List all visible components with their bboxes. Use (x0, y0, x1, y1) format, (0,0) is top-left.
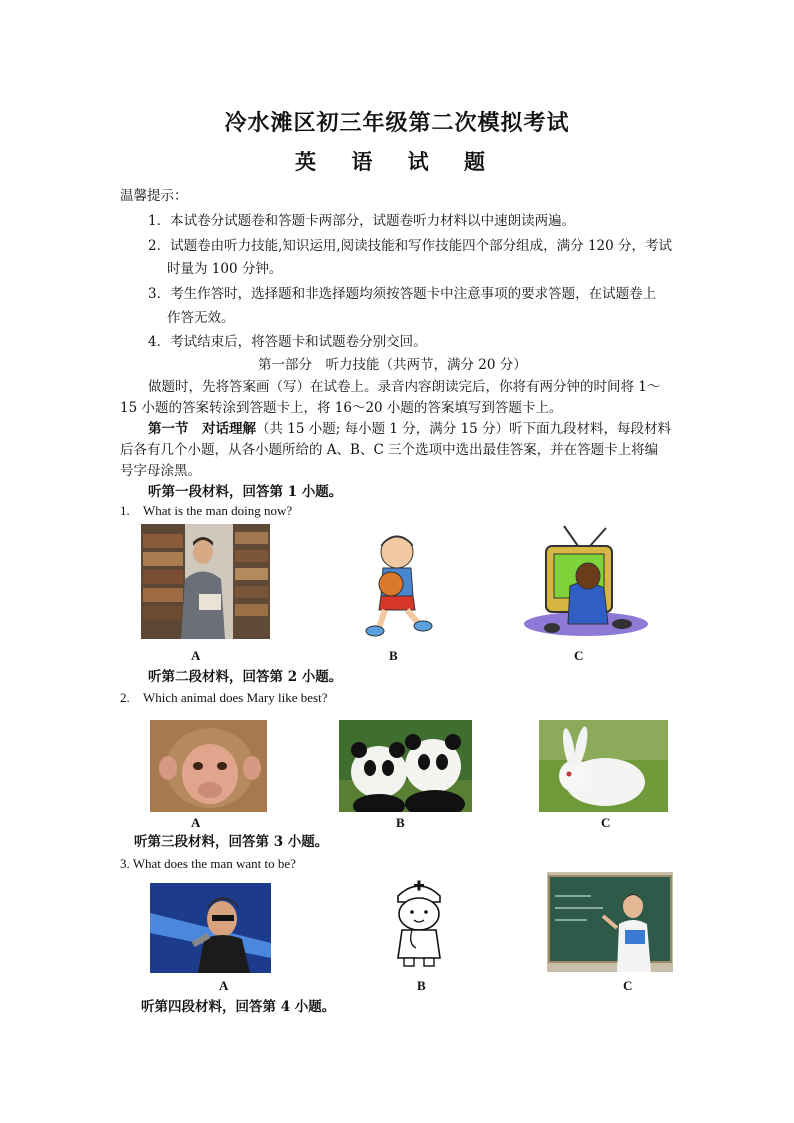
listen-instruction-2: 听第二段材料，回答第 2 小题。 (148, 669, 343, 685)
notice-item-2: 2．试题卷由听力技能,知识运用,阅读技能和写作技能四个部分组成，满分 120 分，考试 (148, 238, 673, 254)
notice-item-3: 3．考生作答时，选择题和非选择题均须按答题卡中注意事项的要求答题，在试题卷上 (148, 286, 657, 302)
question-text: Which animal does Mary like best? (143, 690, 328, 705)
option-label-b: B (417, 978, 426, 993)
notice-item-3-cont: 作答无效。 (167, 310, 235, 326)
picture-monkey (150, 720, 267, 812)
listen-instruction-4: 听第四段材料，回答第 4 小题。 (141, 999, 336, 1015)
picture-rabbit (539, 720, 668, 812)
question-text: 3. What does the man want to be? (120, 856, 296, 871)
exam-title: 冷水滩区初三年级第二次模拟考试 (224, 110, 570, 136)
option-label-a: A (191, 648, 201, 663)
part1-instruction-line2: 15 小题的答案转涂到答题卡上，将 16～20 小题的答案填写到答题卡上。 (120, 400, 563, 416)
option-label-b: B (396, 815, 405, 830)
section1-line1 (148, 419, 671, 439)
picture-pandas (339, 720, 472, 812)
listen-instruction-3: 听第三段材料，回答第 3 小题。 (134, 834, 329, 850)
section1-line3: 号字母涂黑。 (120, 463, 201, 479)
section1-line2: 后各有几个小题，从各小题所给的 A、B、C 三个选项中选出最佳答案，并在答题卡上将编 (120, 442, 659, 458)
picture-doctor (380, 874, 458, 970)
section1-text: （共 15 小题; 每小题 1 分，满分 15 分）听下面九段材料，每段材料 (256, 421, 672, 437)
option-label-c: C (601, 815, 611, 830)
option-label-b: B (389, 648, 398, 663)
notice-label: 温馨提示： (120, 188, 188, 204)
part1-heading: 第一部分 听力技能（共两节，满分 20 分） (258, 357, 527, 373)
notice-item-1: 1．本试卷分试题卷和答题卡两部分，试题卷听力材料以中速朗读两遍。 (148, 213, 576, 229)
question-number: 2. (120, 690, 130, 705)
picture-singer (150, 883, 271, 973)
notice-item-4: 4．考试结束后，将答题卡和试题卷分别交回。 (148, 334, 427, 350)
picture-boy-watching-tv (518, 524, 650, 639)
part1-instruction-line1: 做题时，先将答案画（写）在试卷上。录音内容朗读完后，你将有两分钟的时间将 1～ (148, 379, 661, 395)
picture-man-reading-in-library (141, 524, 270, 639)
picture-teacher (547, 872, 673, 972)
option-label-a: A (219, 978, 229, 993)
option-label-c: C (574, 648, 584, 663)
picture-boy-playing-basketball (339, 524, 454, 639)
question-number: 1. (120, 503, 130, 518)
question-text: What is the man doing now? (143, 503, 293, 518)
option-label-a: A (191, 815, 201, 830)
notice-item-2-cont: 时量为 100 分钟。 (167, 261, 283, 277)
option-label-c: C (623, 978, 633, 993)
listen-instruction-1: 听第一段材料，回答第 1 小题。 (148, 484, 343, 500)
section1-label: 第一节 对话理解 (148, 421, 256, 437)
exam-subtitle: 英 语 试 题 (295, 149, 499, 174)
